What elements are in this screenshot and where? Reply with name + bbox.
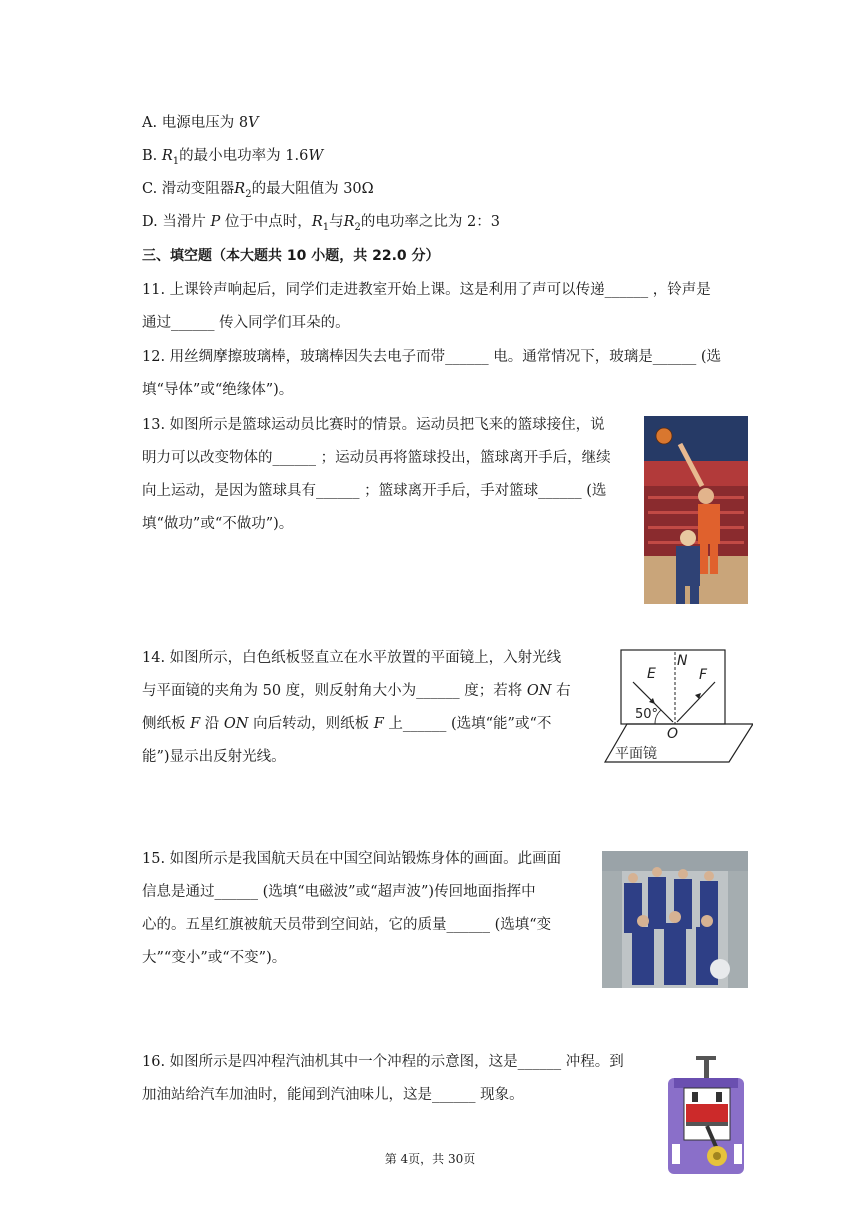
question-14: 14. 如图所示，白色纸板竖直立在水平放置的平面镜上，入射光线 与平面镜的夹角为 50 度，则反射角大小为______ 度；若将 ON 右 侧纸板 F 沿 ON 向后转动，则纸板 F 上______ (选填“能”或“不 能”)显示出反射光线。	[142, 650, 571, 765]
question-15: 15. 如图所示是我国航天员在中国空间站锻炼身体的画面。此画面 信息是通过______ (选填“电磁波”或“超声波”)传回地面指挥中 心的。五星红旗被航天员带到空间站，它的质量______ (选填“变 大”“变小”或“不变”)。	[142, 851, 562, 966]
question-13: 13. 如图所示是篮球运动员比赛时的情景。运动员把飞来的篮球接住，说 明力可以改变物体的______ ；运动员再将篮球投出，篮球离开手后，继续 向上运动，是因为篮球具有______ ；篮球离开手后，手对篮球______ (选 填“做功”或“不做功”)。	[142, 417, 611, 532]
option-d: D. 当滑片 P 位于中点时，$R_1$与$R_2$的电功率之比为 2：3	[142, 214, 500, 233]
angle-label: 50°	[635, 707, 659, 722]
page-footer: 第 4页，共 30页	[384, 1152, 476, 1166]
basketball-photo	[644, 416, 748, 604]
question-11: 11. 上课铃声响起后，同学们走进教室开始上课。这是利用了声可以传递______ ，铃声是 通过______ 传入同学们耳朵的。	[142, 282, 711, 331]
basketball-player-icon	[644, 416, 748, 604]
section-title: 三、填空题（本大题共 10 小题，共 22.0 分）	[142, 248, 440, 264]
label-o: O	[667, 726, 679, 742]
mirror-diagram	[603, 648, 753, 764]
question-12: 12. 用丝绸摩擦玻璃棒，玻璃棒因失去电子而带______ 电。通常情况下，玻璃是______ (选 填“导体”或“绝缘体”)。	[142, 349, 722, 398]
option-a: A. 电源电压为 8V	[142, 115, 259, 131]
question-16: 16. 如图所示是四冲程汽油机其中一个冲程的示意图，这是______ 冲程。到 加油站给汽车加油时，能闻到汽油味儿，这是______ 现象。	[142, 1054, 624, 1103]
label-f: F	[699, 667, 708, 683]
label-n: N	[677, 653, 688, 669]
mirror-caption: 平面镜	[615, 746, 657, 762]
option-b: B. $R_1$的最小电功率为 1.6W	[142, 148, 324, 167]
astronauts-photo	[602, 851, 748, 988]
option-c: C. 滑动变阻器$R_2$的最大阻值为 30Ω	[142, 181, 374, 200]
label-e: E	[647, 666, 656, 682]
reflection-diagram-icon	[603, 648, 753, 764]
astronauts-icon	[602, 851, 748, 988]
